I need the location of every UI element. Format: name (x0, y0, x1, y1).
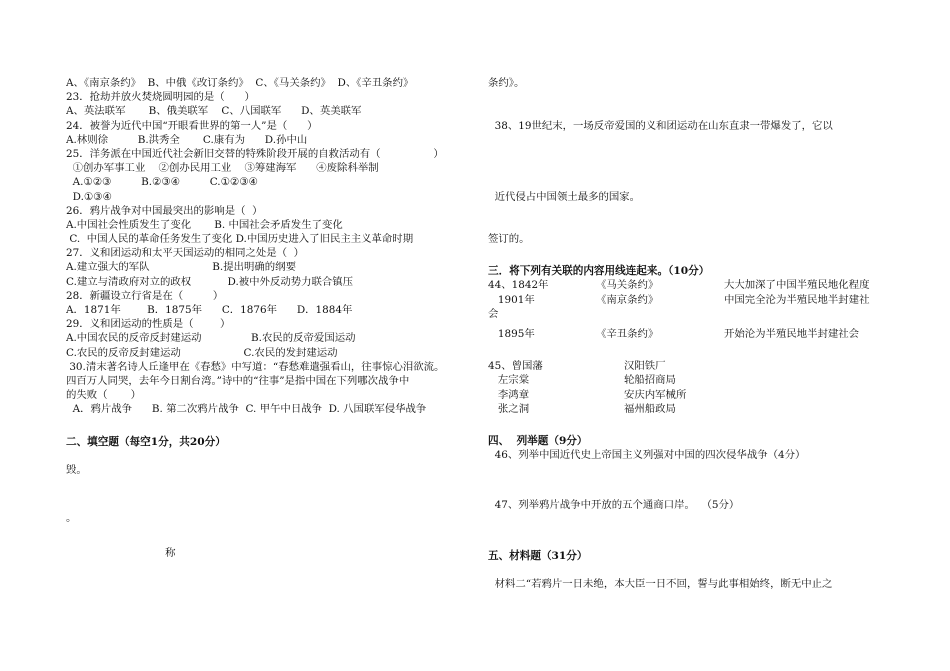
q30-options: A．鸦片战争 B. 第二次鸦片战争 C. 甲午中日战争 D. 八国联军侵华战争 (66, 403, 427, 416)
q29-question: 29．义和团运动的性质是（ ） (66, 318, 231, 331)
q26-options-ab: A.中国社会性质发生了变化 B. 中国社会矛盾发生了变化 (66, 218, 343, 231)
match-effect-2-cont: 会 (488, 307, 499, 320)
q47-question: 47、列举鸦片战争中开放的五个通商口岸。 （5分） (488, 499, 740, 512)
match-year-1: 44、1842年 (488, 279, 549, 292)
q35-continued: 条约》。 (488, 77, 525, 89)
q43-line-2: 签订的。 (488, 233, 530, 246)
match-row-2 (488, 293, 886, 307)
q24-question: 24．被誉为近代中国“开眼看世界的第一人”是（ ） (66, 119, 318, 132)
q48-material-2: 材料二“若鸦片一日未绝，本大臣一日不回，誓与此事相始终，断无中止之 (488, 577, 833, 590)
q43-line-1 (488, 218, 886, 232)
q27-options-cd: C.建立与清政府对立的政权 D.被中外反动势力联合镇压 (66, 275, 354, 288)
q27-options-ab: A.建立强大的军队 B.提出明确的纲要 (66, 261, 296, 274)
q28-question: 28．新疆设立行省是在（ ） (66, 289, 224, 302)
q29-options-ab: A.中国农民的反帝反封建运动 B.农民的反帝爱国运动 (66, 332, 356, 345)
section-5-heading: 五、材料题（31分） (488, 549, 588, 562)
q30-question-2: 四百万人同哭，去年今日割台湾。”诗中的“往事”是指中国在下列哪次战争中 (66, 374, 410, 387)
enterprise-3[interactable]: 安庆内军械所 (624, 388, 687, 401)
q48-material-1 (488, 563, 886, 577)
match-effect-3[interactable]: 开始沦为半殖民地半封建社会 (724, 328, 860, 341)
q25-items: ①创办军事工业 ②创办民用工业 ③筹建海军 ④废除科举制 (66, 162, 379, 175)
person-2[interactable]: 左宗棠 (488, 374, 530, 387)
q29-options-cd: C.农民的反帝反封建运动 C.农民的发封建运动 (66, 346, 338, 359)
match-year-3: 1895年 (488, 328, 535, 341)
q24-options: A.林则徐 B.洪秀全 C.康有为 D.孙中山 (66, 133, 308, 146)
match-effect-1[interactable]: 大大加深了中国半殖民地化程度 (724, 279, 870, 292)
match-treaty-1[interactable]: 《马关条约》 (596, 279, 659, 292)
q25-options-d: D.①③④ (66, 190, 112, 203)
match-treaty-3[interactable]: 《辛丑条约》 (596, 328, 659, 341)
q31-line-1 (66, 449, 470, 463)
q23-question: 23．抢劫并放火焚烧圆明园的是（ ） (66, 91, 255, 104)
q33-line-2: 。 (66, 512, 77, 525)
person-row-2 (488, 373, 886, 387)
q23-options: A、英法联军 B、俄美联军 C、八国联军 D、英美联军 (66, 105, 362, 118)
q46-question: 46、列举中国近代史上帝国主义列强对中国的四次侵华战争（4分） (488, 449, 806, 462)
enterprise-2[interactable]: 轮船招商局 (624, 374, 676, 387)
q26-options-cd: C. 中国人民的革命任务发生了变化 D.中国历史进入了旧民主主义革命时期 (66, 233, 414, 246)
person-4[interactable]: 张之洞 (488, 402, 530, 415)
q32-line (66, 483, 470, 497)
enterprise-1[interactable]: 汉阳铁厂 (624, 360, 666, 373)
person-row-3 (488, 388, 886, 402)
q30-question-3: 的失败（ ） (66, 389, 142, 402)
q38-line-2 (488, 133, 886, 147)
q31-line-2: 毁。 (66, 463, 87, 476)
q22-options: A、《南京条约》 B、中俄《改订条约》 C、《马关条约》 D、《辛丑条约》 (66, 77, 414, 89)
q25-options-a: A.①②③ B.②③④ C.①②③④ (66, 176, 258, 189)
q35-line (66, 580, 470, 594)
q42-line (488, 204, 886, 218)
person-3[interactable]: 李鸿章 (488, 388, 530, 401)
left-column (66, 76, 470, 594)
section-3-heading: 三．将下列有关联的内容用线连起来。（10分） (488, 265, 710, 278)
q30-question-1: 30.清末著名诗人丘逢甲在《春愁》中写道：“春愁难遣强看山，往事惊心泪欲流。 (66, 360, 445, 373)
q33-line (66, 497, 470, 511)
q34-line-2: 称 (66, 546, 176, 559)
enterprise-4[interactable]: 福州船政局 (624, 402, 676, 415)
section-4-heading: 四、 列举题（9分） (488, 435, 588, 448)
q34-line-3 (66, 560, 470, 574)
q41-line-1 (488, 175, 886, 189)
match-row-3 (488, 327, 886, 341)
q36-line (488, 90, 886, 104)
q34-line-1 (66, 532, 470, 546)
match-year-2: 1901年 (488, 293, 535, 306)
match-effect-2[interactable]: 中国完全沦为半殖民地半封建社 (724, 293, 870, 306)
right-column (488, 76, 886, 591)
q26-question: 26．鸦片战争对中国最突出的影响是（ ） (66, 204, 263, 217)
q40-line (488, 161, 886, 175)
person-row-1 (488, 359, 886, 373)
match-row-1 (488, 278, 886, 292)
q37-line (488, 104, 886, 118)
q25-question: 25．洋务派在中国近代社会新旧交替的特殊阶段开展的自救活动有（ ） (66, 147, 444, 160)
q41-line-2: 近代侵占中国领土最多的国家。 (488, 190, 641, 203)
person-1[interactable]: 45、曾国藩 (488, 360, 543, 373)
match-treaty-2[interactable]: 《南京条约》 (596, 293, 659, 306)
section-2-heading: 二、填空题（每空1分，共20分） (66, 435, 226, 448)
q38-line-1: 38、19世纪末，一场反帝爱国的义和团运动在山东直隶一带爆发了，它以 (488, 119, 833, 132)
q39-line (488, 147, 886, 161)
person-row-4 (488, 402, 886, 416)
q27-question: 27．义和团运动和太平天国运动的相同之处是（ ） (66, 247, 305, 260)
q28-options: A．1871年 B．1875年 C．1876年 D．1884年 (66, 304, 353, 316)
